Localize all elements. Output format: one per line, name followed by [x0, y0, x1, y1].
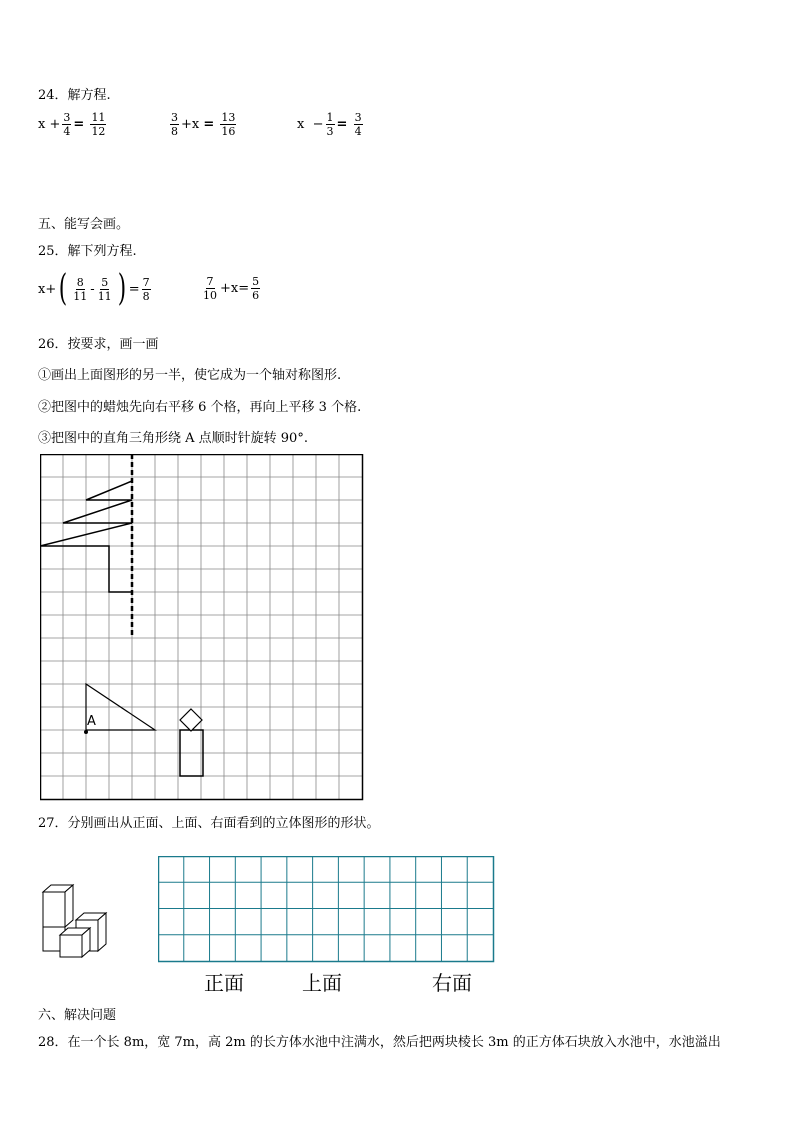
equals-sign: = — [128, 281, 140, 297]
fraction: $\frac{3}{8}$ — [171, 111, 178, 138]
q25-title: 25．解下列方程. — [38, 244, 137, 259]
fraction: $\frac{7}{8}$ — [142, 275, 150, 303]
equals-sign: = — [336, 117, 348, 132]
point-a — [84, 730, 88, 734]
operator: − — [312, 117, 324, 132]
fraction: $\frac{5}{6}$ — [252, 275, 260, 302]
q26-item-1: ①画出上面图形的另一半，使它成为一个轴对称图形. — [38, 368, 342, 383]
q24-title: 24．解方程. — [38, 88, 111, 103]
operator: + — [49, 117, 61, 132]
cube-stack-figure — [38, 880, 113, 960]
fraction: $\frac{1}{3}$ — [326, 111, 334, 138]
variable: x — [297, 117, 305, 132]
q24-equation-1 — [38, 111, 108, 138]
grid-border — [41, 455, 363, 800]
view-drawing-grid — [158, 856, 496, 964]
fraction: $\frac{8}{11}$ — [73, 275, 88, 303]
operator: +x — [181, 117, 200, 132]
fraction: $\frac{7}{10}$ — [203, 275, 217, 302]
q25-equation-1 — [38, 268, 153, 309]
drawing-grid — [40, 454, 365, 802]
q28-text: 28．在一个长 8m，宽 7m，高 2m 的长方体水池中注满水，然后把两块棱长 3m 的正方体石块放入水池中，水池溢出 — [38, 1035, 721, 1050]
q25-equation-2 — [200, 275, 262, 302]
fraction: $\frac{3}{4}$ — [354, 111, 362, 138]
q24-equation-2 — [168, 111, 238, 138]
equals-sign: = — [73, 117, 85, 132]
fraction: $\frac{3}{4}$ — [63, 111, 71, 138]
prefix: x+ — [38, 281, 57, 297]
q26-item-2: ②把图中的蜡烛先向右平移 6 个格，再向上平移 3 个格. — [38, 400, 362, 415]
q26-title: 26．按要求，画一画 — [38, 337, 159, 352]
right-paren: ) — [117, 268, 126, 309]
section-5-heading: 五、能写会画。 — [38, 217, 130, 232]
point-a-label: A — [87, 714, 96, 729]
operator: +x= — [220, 281, 250, 296]
top-view-label: 上面 — [302, 971, 342, 995]
operator: - — [90, 281, 95, 297]
equals-sign: = — [203, 117, 215, 132]
right-view-label: 右面 — [432, 971, 472, 995]
section-6-heading: 六、解决问题 — [38, 1008, 117, 1023]
fraction: $\frac{13}{16}$ — [221, 111, 236, 138]
left-paren: ( — [59, 268, 68, 309]
q24-equation-3 — [297, 111, 365, 138]
fraction: $\frac{5}{11}$ — [97, 275, 112, 303]
fraction: $\frac{11}{12}$ — [91, 111, 106, 138]
front-view-label: 正面 — [204, 971, 244, 995]
q26-item-3: ③把图中的直角三角形绕 A 点顺时针旋转 90°. — [38, 431, 308, 446]
q27-title: 27．分别画出从正面、上面、右面看到的立体图形的形状。 — [38, 816, 380, 831]
variable: x — [38, 117, 46, 132]
candle-flame — [180, 709, 202, 731]
